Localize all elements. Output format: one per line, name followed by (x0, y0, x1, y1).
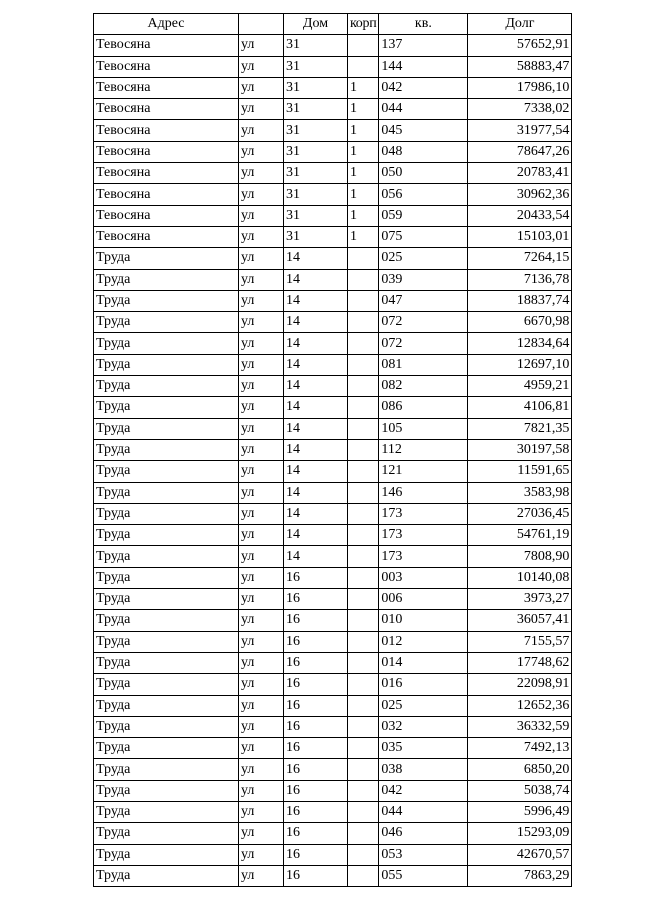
apartment-cell: 038 (379, 759, 468, 780)
debt-cell: 30197,58 (468, 439, 572, 460)
address-cell: Труда (94, 780, 239, 801)
apartment-cell: 053 (379, 844, 468, 865)
house-cell: 16 (284, 823, 348, 844)
table-row (94, 631, 572, 652)
house-cell: 14 (284, 354, 348, 375)
street-type-cell: ул (239, 397, 284, 418)
debt-cell: 3583,98 (468, 482, 572, 503)
table-row (94, 184, 572, 205)
house-cell: 14 (284, 290, 348, 311)
street-type-cell: ул (239, 716, 284, 737)
debt-cell: 17986,10 (468, 77, 572, 98)
korpus-cell (348, 759, 379, 780)
address-cell: Труда (94, 844, 239, 865)
debt-cell: 11591,65 (468, 461, 572, 482)
debt-cell: 6670,98 (468, 312, 572, 333)
address-cell: Труда (94, 589, 239, 610)
korpus-cell (348, 631, 379, 652)
street-type-cell: ул (239, 631, 284, 652)
debt-cell: 12697,10 (468, 354, 572, 375)
apartment-cell: 014 (379, 652, 468, 673)
address-cell: Труда (94, 290, 239, 311)
street-type-cell: ул (239, 205, 284, 226)
korpus-cell (348, 567, 379, 588)
street-type-cell: ул (239, 99, 284, 120)
address-cell: Труда (94, 354, 239, 375)
street-type-cell: ул (239, 248, 284, 269)
address-cell: Труда (94, 312, 239, 333)
korpus-cell (348, 716, 379, 737)
address-cell: Труда (94, 333, 239, 354)
address-cell: Тевосяна (94, 184, 239, 205)
street-type-cell: ул (239, 695, 284, 716)
debt-cell: 7808,90 (468, 546, 572, 567)
debt-cell: 7821,35 (468, 418, 572, 439)
house-cell: 14 (284, 269, 348, 290)
apartment-cell: 048 (379, 141, 468, 162)
apartment-cell: 045 (379, 120, 468, 141)
address-cell: Тевосяна (94, 120, 239, 141)
table-row (94, 205, 572, 226)
header-street-type (239, 14, 284, 35)
debt-cell: 22098,91 (468, 674, 572, 695)
debt-cell: 30962,36 (468, 184, 572, 205)
apartment-cell: 146 (379, 482, 468, 503)
table-row (94, 759, 572, 780)
house-cell: 31 (284, 163, 348, 184)
apartment-cell: 050 (379, 163, 468, 184)
table-row (94, 376, 572, 397)
apartment-cell: 046 (379, 823, 468, 844)
house-cell: 16 (284, 759, 348, 780)
debt-table (93, 13, 572, 887)
address-cell: Труда (94, 674, 239, 695)
apartment-cell: 059 (379, 205, 468, 226)
debt-cell: 7264,15 (468, 248, 572, 269)
apartment-cell: 006 (379, 589, 468, 610)
address-cell: Труда (94, 482, 239, 503)
house-cell: 16 (284, 865, 348, 886)
street-type-cell: ул (239, 482, 284, 503)
apartment-cell: 025 (379, 248, 468, 269)
street-type-cell: ул (239, 77, 284, 98)
street-type-cell: ул (239, 333, 284, 354)
table-row (94, 801, 572, 822)
apartment-cell: 081 (379, 354, 468, 375)
house-cell: 16 (284, 716, 348, 737)
table-row (94, 354, 572, 375)
apartment-cell: 075 (379, 226, 468, 247)
house-cell: 16 (284, 610, 348, 631)
table-row (94, 674, 572, 695)
debt-cell: 7338,02 (468, 99, 572, 120)
header-address: Адрес (94, 14, 239, 35)
house-cell: 31 (284, 99, 348, 120)
address-cell: Тевосяна (94, 99, 239, 120)
apartment-cell: 010 (379, 610, 468, 631)
address-cell: Труда (94, 865, 239, 886)
table-row (94, 35, 572, 56)
debt-cell: 54761,19 (468, 525, 572, 546)
apartment-cell: 105 (379, 418, 468, 439)
street-type-cell: ул (239, 290, 284, 311)
house-cell: 31 (284, 35, 348, 56)
debt-cell: 57652,91 (468, 35, 572, 56)
street-type-cell: ул (239, 141, 284, 162)
house-cell: 31 (284, 120, 348, 141)
address-cell: Труда (94, 652, 239, 673)
street-type-cell: ул (239, 503, 284, 524)
table-row (94, 546, 572, 567)
house-cell: 14 (284, 503, 348, 524)
address-cell: Тевосяна (94, 141, 239, 162)
debt-cell: 18837,74 (468, 290, 572, 311)
street-type-cell: ул (239, 354, 284, 375)
apartment-cell: 137 (379, 35, 468, 56)
street-type-cell: ул (239, 738, 284, 759)
korpus-cell (348, 695, 379, 716)
house-cell: 31 (284, 77, 348, 98)
address-cell: Труда (94, 546, 239, 567)
street-type-cell: ул (239, 823, 284, 844)
korpus-cell (348, 269, 379, 290)
header-korpus: корп (348, 14, 379, 35)
korpus-cell (348, 397, 379, 418)
house-cell: 14 (284, 525, 348, 546)
table-row (94, 99, 572, 120)
table-row (94, 844, 572, 865)
debt-cell: 15293,09 (468, 823, 572, 844)
street-type-cell: ул (239, 610, 284, 631)
street-type-cell: ул (239, 674, 284, 695)
apartment-cell: 144 (379, 56, 468, 77)
street-type-cell: ул (239, 525, 284, 546)
korpus-cell (348, 354, 379, 375)
street-type-cell: ул (239, 652, 284, 673)
korpus-cell: 1 (348, 184, 379, 205)
apartment-cell: 055 (379, 865, 468, 886)
table-row (94, 290, 572, 311)
address-cell: Труда (94, 461, 239, 482)
debt-cell: 5996,49 (468, 801, 572, 822)
house-cell: 16 (284, 652, 348, 673)
table-row (94, 461, 572, 482)
address-cell: Труда (94, 269, 239, 290)
apartment-cell: 044 (379, 801, 468, 822)
table-row (94, 652, 572, 673)
korpus-cell (348, 738, 379, 759)
street-type-cell: ул (239, 589, 284, 610)
address-cell: Труда (94, 397, 239, 418)
address-cell: Труда (94, 567, 239, 588)
korpus-cell: 1 (348, 120, 379, 141)
house-cell: 16 (284, 589, 348, 610)
korpus-cell (348, 418, 379, 439)
korpus-cell (348, 248, 379, 269)
korpus-cell (348, 56, 379, 77)
korpus-cell (348, 674, 379, 695)
korpus-cell (348, 461, 379, 482)
korpus-cell (348, 35, 379, 56)
apartment-cell: 032 (379, 716, 468, 737)
table-row (94, 823, 572, 844)
house-cell: 16 (284, 844, 348, 865)
debt-cell: 7136,78 (468, 269, 572, 290)
debt-cell: 36332,59 (468, 716, 572, 737)
apartment-cell: 082 (379, 376, 468, 397)
address-cell: Труда (94, 631, 239, 652)
street-type-cell: ул (239, 120, 284, 141)
korpus-cell (348, 503, 379, 524)
korpus-cell (348, 610, 379, 631)
house-cell: 14 (284, 376, 348, 397)
korpus-cell: 1 (348, 99, 379, 120)
house-cell: 16 (284, 695, 348, 716)
table-row (94, 248, 572, 269)
address-cell: Труда (94, 823, 239, 844)
debt-cell: 78647,26 (468, 141, 572, 162)
house-cell: 16 (284, 780, 348, 801)
house-cell: 31 (284, 141, 348, 162)
korpus-cell (348, 525, 379, 546)
korpus-cell (348, 780, 379, 801)
street-type-cell: ул (239, 801, 284, 822)
apartment-cell: 016 (379, 674, 468, 695)
korpus-cell (348, 589, 379, 610)
house-cell: 31 (284, 56, 348, 77)
korpus-cell (348, 823, 379, 844)
table-row (94, 589, 572, 610)
address-cell: Труда (94, 801, 239, 822)
apartment-cell: 086 (379, 397, 468, 418)
header-house: Дом (284, 14, 348, 35)
korpus-cell (348, 482, 379, 503)
korpus-cell (348, 376, 379, 397)
street-type-cell: ул (239, 567, 284, 588)
address-cell: Тевосяна (94, 35, 239, 56)
korpus-cell: 1 (348, 205, 379, 226)
korpus-cell (348, 801, 379, 822)
street-type-cell: ул (239, 439, 284, 460)
table-row (94, 56, 572, 77)
address-cell: Труда (94, 418, 239, 439)
apartment-cell: 173 (379, 546, 468, 567)
debt-cell: 42670,57 (468, 844, 572, 865)
table-row (94, 738, 572, 759)
debt-cell: 58883,47 (468, 56, 572, 77)
address-cell: Труда (94, 439, 239, 460)
debt-cell: 12652,36 (468, 695, 572, 716)
house-cell: 16 (284, 674, 348, 695)
apartment-cell: 173 (379, 503, 468, 524)
debt-cell: 15103,01 (468, 226, 572, 247)
address-cell: Труда (94, 610, 239, 631)
table-row (94, 397, 572, 418)
debt-cell: 5038,74 (468, 780, 572, 801)
street-type-cell: ул (239, 35, 284, 56)
house-cell: 31 (284, 205, 348, 226)
apartment-cell: 039 (379, 269, 468, 290)
table-row (94, 567, 572, 588)
debt-cell: 4106,81 (468, 397, 572, 418)
debt-cell: 7155,57 (468, 631, 572, 652)
address-cell: Тевосяна (94, 77, 239, 98)
table-row (94, 695, 572, 716)
address-cell: Труда (94, 248, 239, 269)
debt-cell: 7492,13 (468, 738, 572, 759)
house-cell: 14 (284, 439, 348, 460)
apartment-cell: 003 (379, 567, 468, 588)
table-row (94, 780, 572, 801)
address-cell: Труда (94, 738, 239, 759)
address-cell: Труда (94, 759, 239, 780)
house-cell: 14 (284, 312, 348, 333)
korpus-cell: 1 (348, 141, 379, 162)
street-type-cell: ул (239, 759, 284, 780)
korpus-cell: 1 (348, 77, 379, 98)
street-type-cell: ул (239, 461, 284, 482)
apartment-cell: 072 (379, 333, 468, 354)
house-cell: 16 (284, 631, 348, 652)
table-row (94, 141, 572, 162)
debt-cell: 27036,45 (468, 503, 572, 524)
korpus-cell (348, 652, 379, 673)
street-type-cell: ул (239, 184, 284, 205)
korpus-cell (348, 865, 379, 886)
house-cell: 14 (284, 546, 348, 567)
apartment-cell: 112 (379, 439, 468, 460)
korpus-cell (348, 290, 379, 311)
address-cell: Тевосяна (94, 56, 239, 77)
house-cell: 16 (284, 567, 348, 588)
address-cell: Тевосяна (94, 226, 239, 247)
address-cell: Труда (94, 503, 239, 524)
header-debt: Долг (468, 14, 572, 35)
korpus-cell (348, 333, 379, 354)
apartment-cell: 121 (379, 461, 468, 482)
address-cell: Труда (94, 376, 239, 397)
house-cell: 14 (284, 248, 348, 269)
address-cell: Труда (94, 716, 239, 737)
debt-cell: 4959,21 (468, 376, 572, 397)
table-row (94, 312, 572, 333)
street-type-cell: ул (239, 312, 284, 333)
house-cell: 31 (284, 226, 348, 247)
house-cell: 14 (284, 333, 348, 354)
apartment-cell: 173 (379, 525, 468, 546)
apartment-cell: 035 (379, 738, 468, 759)
debt-cell: 6850,20 (468, 759, 572, 780)
debt-cell: 36057,41 (468, 610, 572, 631)
table-row (94, 333, 572, 354)
street-type-cell: ул (239, 376, 284, 397)
house-cell: 16 (284, 801, 348, 822)
table-row (94, 163, 572, 184)
debt-cell: 31977,54 (468, 120, 572, 141)
korpus-cell: 1 (348, 163, 379, 184)
street-type-cell: ул (239, 780, 284, 801)
debt-cell: 12834,64 (468, 333, 572, 354)
table-body (94, 35, 572, 887)
korpus-cell (348, 312, 379, 333)
debt-cell: 3973,27 (468, 589, 572, 610)
debt-cell: 20433,54 (468, 205, 572, 226)
table-row (94, 269, 572, 290)
debt-cell: 7863,29 (468, 865, 572, 886)
table-row (94, 610, 572, 631)
header-row (94, 14, 572, 35)
table-row (94, 439, 572, 460)
apartment-cell: 042 (379, 77, 468, 98)
street-type-cell: ул (239, 56, 284, 77)
table-row (94, 418, 572, 439)
apartment-cell: 042 (379, 780, 468, 801)
apartment-cell: 025 (379, 695, 468, 716)
apartment-cell: 047 (379, 290, 468, 311)
table-row (94, 865, 572, 886)
korpus-cell (348, 439, 379, 460)
table-row (94, 525, 572, 546)
address-cell: Труда (94, 695, 239, 716)
house-cell: 14 (284, 461, 348, 482)
street-type-cell: ул (239, 226, 284, 247)
header-apartment: кв. (379, 14, 468, 35)
house-cell: 14 (284, 397, 348, 418)
house-cell: 31 (284, 184, 348, 205)
house-cell: 16 (284, 738, 348, 759)
table-row (94, 77, 572, 98)
address-cell: Тевосяна (94, 163, 239, 184)
house-cell: 14 (284, 418, 348, 439)
house-cell: 14 (284, 482, 348, 503)
korpus-cell: 1 (348, 226, 379, 247)
address-cell: Тевосяна (94, 205, 239, 226)
debt-cell: 20783,41 (468, 163, 572, 184)
street-type-cell: ул (239, 844, 284, 865)
apartment-cell: 044 (379, 99, 468, 120)
table-row (94, 482, 572, 503)
apartment-cell: 056 (379, 184, 468, 205)
debt-cell: 17748,62 (468, 652, 572, 673)
korpus-cell (348, 844, 379, 865)
apartment-cell: 072 (379, 312, 468, 333)
table-row (94, 226, 572, 247)
debt-cell: 10140,08 (468, 567, 572, 588)
table-row (94, 716, 572, 737)
street-type-cell: ул (239, 163, 284, 184)
street-type-cell: ул (239, 546, 284, 567)
apartment-cell: 012 (379, 631, 468, 652)
table-row (94, 503, 572, 524)
address-cell: Труда (94, 525, 239, 546)
table-row (94, 120, 572, 141)
street-type-cell: ул (239, 418, 284, 439)
korpus-cell (348, 546, 379, 567)
street-type-cell: ул (239, 269, 284, 290)
street-type-cell: ул (239, 865, 284, 886)
